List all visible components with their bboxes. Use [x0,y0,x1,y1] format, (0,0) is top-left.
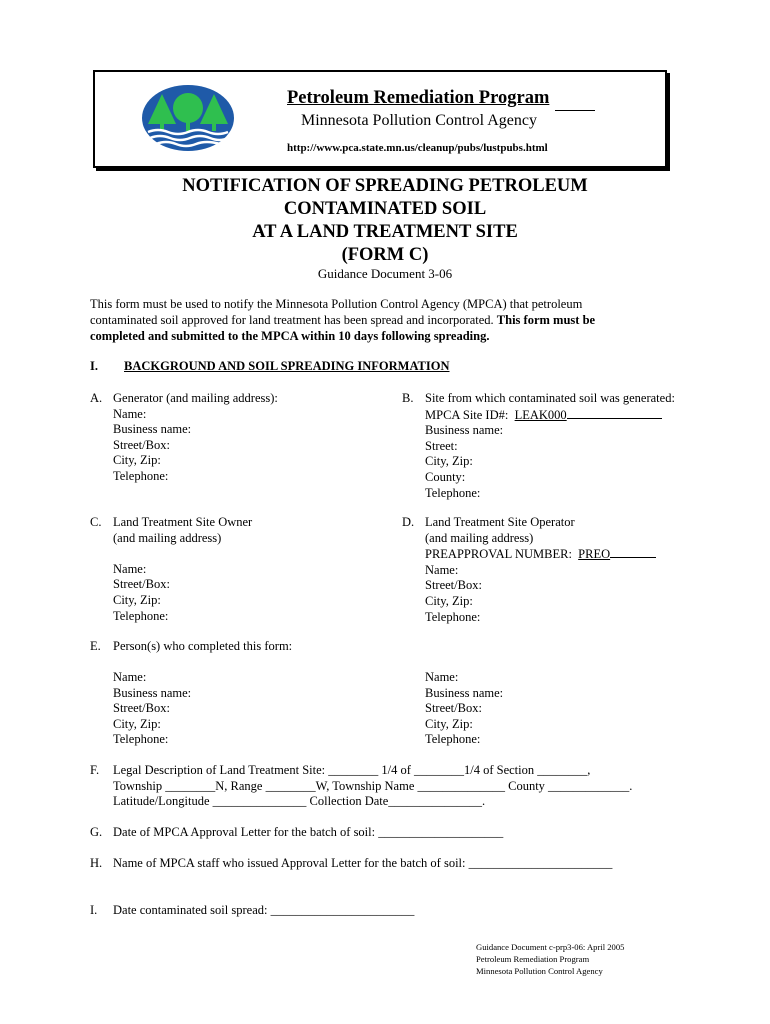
owner-name-field[interactable]: Name: [113,561,147,576]
legal-line-3[interactable]: Latitude/Longitude _______________ Collection Date_______________. [113,794,486,809]
intro-line-2 [90,312,690,328]
person1-telephone-field[interactable]: Telephone: [113,732,169,747]
owner-heading: Land Treatment Site Owner [113,515,253,529]
generator-telephone-field[interactable]: Telephone: [113,468,169,483]
program-title-underline-extension [555,110,595,111]
generator-heading: Generator (and mailing address): [113,391,278,405]
site-block [425,391,675,501]
preapproval-value[interactable]: PREO [578,547,611,562]
legal-line-2[interactable]: Township ________N, Range ________W, Township Name ______________ County _____________. [113,778,633,793]
site-county-field[interactable]: County: [425,469,466,484]
generator-name-field[interactable]: Name: [113,406,147,421]
preapproval-row[interactable] [425,546,656,563]
operator-street-field[interactable]: Street/Box: [425,578,482,593]
person2-street-field[interactable]: Street/Box: [425,701,482,716]
b-letter: B. [402,391,414,405]
person1-name-field[interactable]: Name: [113,670,147,684]
staff-name-field[interactable]: Name of MPCA staff who issued Approval Letter for the batch of soil: _______________________ [113,856,613,870]
operator-name-field[interactable]: Name: [425,562,459,577]
g-letter: G. [90,825,103,839]
owner-block [113,515,252,624]
site-business-field[interactable]: Business name: [425,423,504,438]
footer [476,941,624,977]
intro-line-3-bold: completed and submitted to the MPCA within 10 days following spreading. [90,329,490,343]
site-id-row[interactable] [425,407,675,424]
a-letter: A. [90,391,103,405]
legal-description-block [113,763,632,810]
owner-cityzip-field[interactable]: City, Zip: [113,592,161,607]
intro-line-2-text: contaminated soil approved for land treatment has been spread and incorporated. [90,313,497,327]
generator-street-field[interactable]: Street/Box: [113,437,170,452]
owner-sub: (and mailing address) [113,530,222,545]
preapproval-blank[interactable] [610,546,656,558]
spread-date-field[interactable]: Date contaminated soil spread: _______________________ [113,903,415,917]
c-letter: C. [90,515,102,529]
legal-line-1[interactable]: Legal Description of Land Treatment Site: ________ 1/4 of ________1/4 of Section ________, [113,763,591,777]
owner-street-field[interactable]: Street/Box: [113,577,170,592]
person-right-block [425,670,503,748]
generator-block [113,391,278,485]
header-url[interactable]: http://www.pca.state.mn.us/cleanup/pubs/lustpubs.html [287,142,548,154]
person1-business-field[interactable]: Business name: [113,685,192,700]
site-heading: Site from which contaminated soil was generated: [425,391,675,405]
site-id-label: MPCA Site ID#: [425,407,509,422]
e-letter: E. [90,639,101,653]
person2-cityzip-field[interactable]: City, Zip: [425,716,473,731]
agency-name: Minnesota Pollution Control Agency [301,112,537,129]
site-street-field[interactable]: Street: [425,438,458,453]
operator-telephone-field[interactable]: Telephone: [425,609,481,624]
site-telephone-field[interactable]: Telephone: [425,485,481,500]
intro-line-1: This form must be used to notify the Minnesota Pollution Control Agency (MPCA) that petroleum [90,297,583,311]
footer-line-3: Minnesota Pollution Control Agency [476,966,603,976]
f-letter: F. [90,763,100,777]
i-letter: I. [90,903,98,917]
person2-name-field[interactable]: Name: [425,670,459,684]
operator-sub: (and mailing address) [425,530,534,545]
header-box [93,70,667,168]
title-line-1: NOTIFICATION OF SPREADING PETROLEUM [182,176,588,196]
footer-line-1: Guidance Document c-prp3-06: April 2005 [476,942,625,952]
person-heading: Person(s) who completed this form: [113,639,293,653]
intro-paragraph [90,296,690,344]
site-id-value[interactable]: LEAK000 [514,407,567,422]
title-line-4: (FORM C) [341,245,429,265]
site-id-blank[interactable] [567,407,662,419]
owner-telephone-field[interactable]: Telephone: [113,608,169,623]
approval-date-field[interactable]: Date of MPCA Approval Letter for the batch of soil: ____________________ [113,825,504,839]
mpca-logo [140,84,236,152]
operator-cityzip-field[interactable]: City, Zip: [425,593,473,608]
site-cityzip-field[interactable]: City, Zip: [425,454,473,469]
intro-line-2-bold: This form must be [496,313,596,327]
program-title: Petroleum Remediation Program [287,88,550,108]
operator-block [425,515,656,625]
guidance-doc: Guidance Document 3-06 [317,266,453,281]
person1-street-field[interactable]: Street/Box: [113,701,170,716]
footer-line-2: Petroleum Remediation Program [476,954,590,964]
title-line-2: CONTAMINATED SOIL [283,199,487,219]
preapproval-label: PREAPPROVAL NUMBER: [425,547,572,562]
operator-heading: Land Treatment Site Operator [425,515,575,529]
generator-cityzip-field[interactable]: City, Zip: [113,453,161,468]
intro-line-3 [90,328,690,344]
person2-telephone-field[interactable]: Telephone: [425,732,481,747]
form-title [0,175,770,267]
title-line-3: AT A LAND TREATMENT SITE [252,222,518,242]
person-left-block [113,670,191,748]
section-number: I. [90,359,98,373]
generator-business-field[interactable]: Business name: [113,422,192,437]
person2-business-field[interactable]: Business name: [425,685,504,700]
person1-cityzip-field[interactable]: City, Zip: [113,716,161,731]
d-letter: D. [402,515,415,529]
section-title: BACKGROUND AND SOIL SPREADING INFORMATION [124,359,450,373]
h-letter: H. [90,856,103,870]
